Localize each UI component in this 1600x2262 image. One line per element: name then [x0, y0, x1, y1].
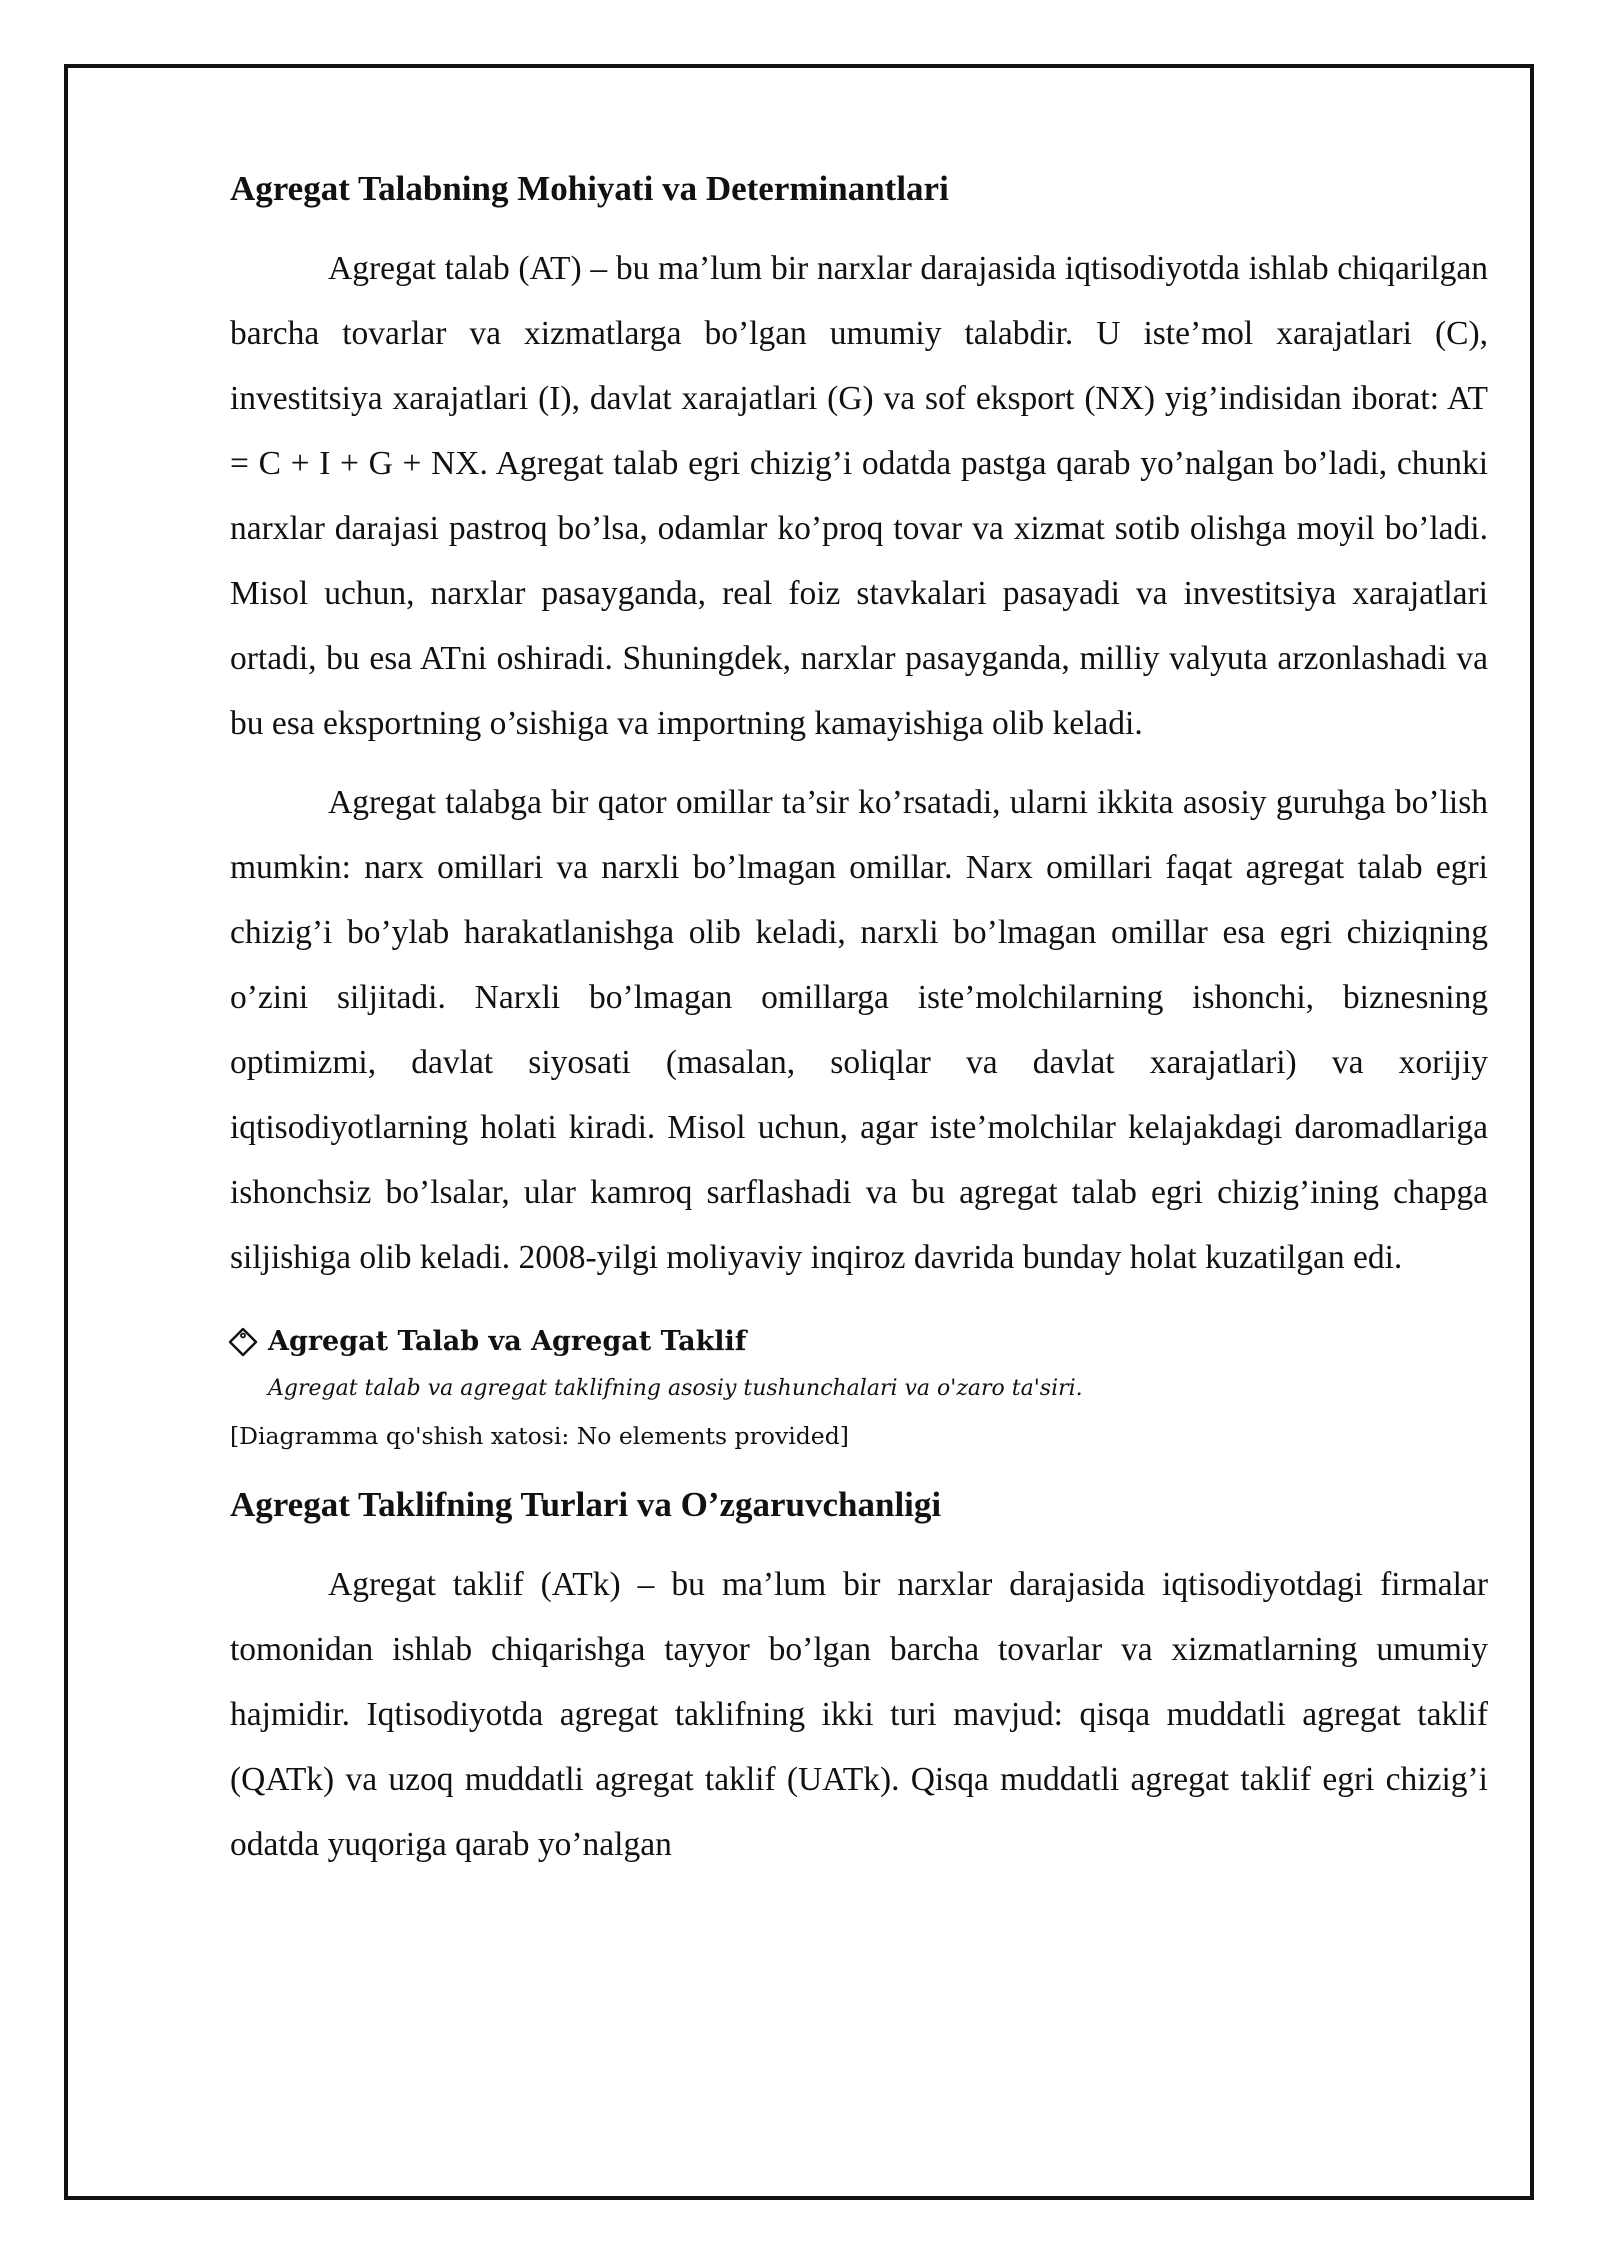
diagram-error-message: [Diagramma qo'shish xatosi: No elements provided]: [230, 1422, 849, 1450]
section-heading-aggregate-demand: Agregat Talabning Mohiyati va Determinantlari: [230, 169, 949, 208]
document-body: [230, 168, 1488, 1891]
paragraph: Agregat talabga bir qator omillar ta’sir ko’rsatadi, ularni ikkita asosiy guruhga bo’lish mumkin: narx omillari va narxli bo’lmagan omillar. Narx omillari faqat agregat talab egri chizig’i bo’ylab harakatlanishga olib keladi, narxli bo’lmagan omillar esa egri chiziqning o’zini siljitadi. Narxli bo’lmagan omillarga iste’molchilarning ishonchi, biznesning optimizmi, davlat siyosati (masalan, soliqlar va davlat xarajatlari) va xorijiy iqtisodiyotlarning holati kiradi. Misol uchun, agar iste’molchilar kelajakdagi daromadlariga ishonchsiz bo’lsalar, ular kamroq sarflashadi va bu agregat talab egri chizig’ining chapga siljishiga olib keladi. 2008-yilgi moliyaviy inqiroz davrida bunday holat kuzatilgan edi.: [230, 784, 1488, 1276]
paragraph: Agregat taklif (ATk) – bu ma’lum bir narxlar darajasida iqtisodiyotdagi firmalar tomonidan ishlab chiqarishga tayyor bo’lgan barcha tovarlar va xizmatlarning umumiy hajmidir. Iqtisodiyotda agregat taklifning ikki turi mavjud: qisqa muddatli agregat taklif (QATk) va uzoq muddatli agregat taklif (UATk). Qisqa muddatli agregat taklif egri chizig’i odatda yuqoriga qarab yo’nalgan: [230, 1566, 1488, 1863]
figure-block: [230, 1324, 1488, 1452]
figure-caption: Agregat talab va agregat taklifning asosiy tushunchalari va o'zaro ta'siri.: [268, 1376, 1083, 1401]
paragraph: Agregat talab (AT) – bu ma’lum bir narxlar darajasida iqtisodiyotda ishlab chiqarilgan barcha tovarlar va xizmatlarga bo’lgan umumiy talabdir. U iste’mol xarajatlari (C), investitsiya xarajatlari (I), davlat xarajatlari (G) va sof eksport (NX) yig’indisidan iborat: AT = C + I + G + NX. Agregat talab egri chizig’i odatda pastga qarab yo’nalgan bo’ladi, chunki narxlar darajasi pastroq bo’lsa, odamlar ko’proq tovar va xizmat sotib olishga moyil bo’ladi. Misol uchun, narxlar pasayganda, real foiz stavkalari pasayadi va investitsiya xarajatlari ortadi, bu esa ATni oshiradi. Shuningdek, narxlar pasayganda, milliy valyuta arzonlashadi va bu esa eksportning o’sishiga va importning kamayishiga olib keladi.: [230, 250, 1488, 742]
figure-title: [228, 1324, 1488, 1360]
tag-icon: [228, 1327, 258, 1357]
figure-title-text: Agregat Talab va Agregat Taklif: [268, 1326, 747, 1357]
section-heading-aggregate-supply: Agregat Taklifning Turlari va O’zgaruvchanligi: [230, 1485, 942, 1524]
